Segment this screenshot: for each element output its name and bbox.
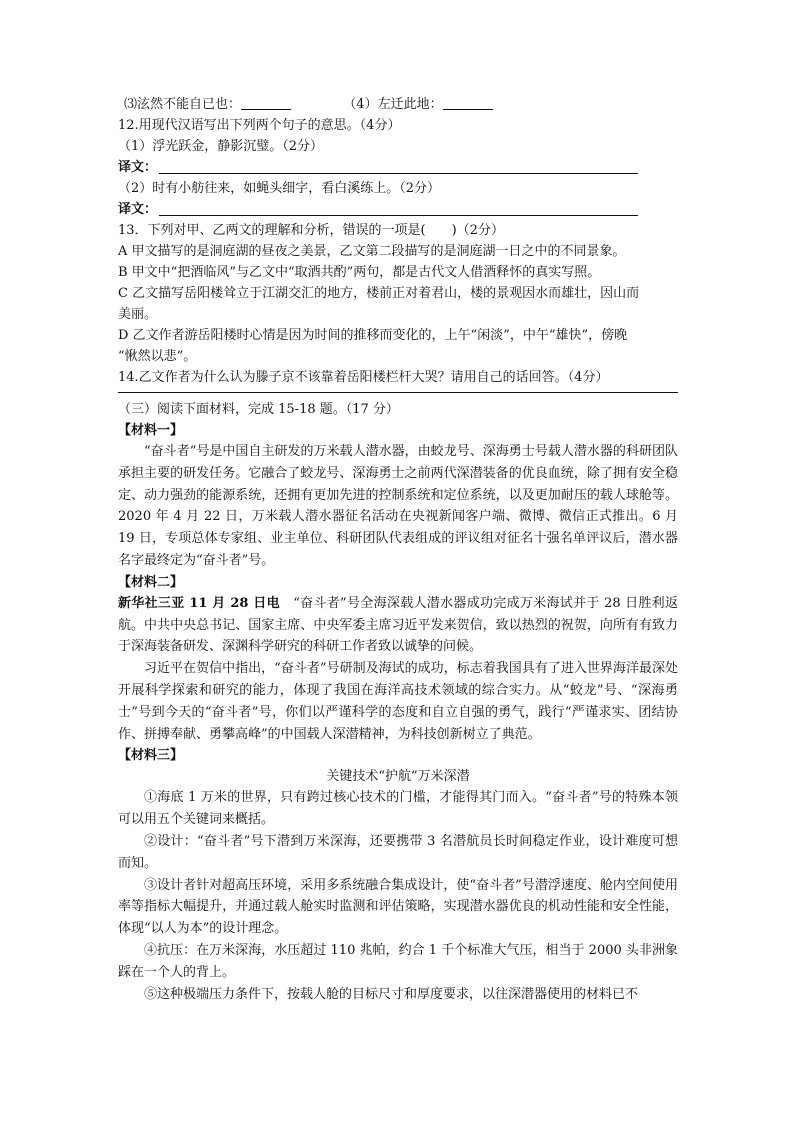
- q11-item3-blank[interactable]: [241, 96, 291, 110]
- material2-text-1: “奋斗者”号全海深载人潜水器成功完成万米海试并于 28 日胜利返航。中共中央总书记、国家主席、中央军委主席习近平发来贺信，致以热烈的祝贺，向所有有致力于深海装备研发、深渊科学研究的科研工作者致以诚挚的问候。: [118, 595, 678, 655]
- material2-dateline: 新华社三亚 11 月 28 日电: [118, 595, 280, 611]
- material3-title: 关键技术“护航”万米深潜: [326, 769, 470, 785]
- q13-title: 13．下列对甲、乙两文的理解和分析，错误的一项是( )（2分）: [118, 223, 504, 238]
- q13-option-d-cont: “愀然以悲”。: [118, 349, 197, 364]
- q13-option-c-cont: 美丽。: [118, 307, 158, 322]
- q14-answer-line[interactable]: [118, 388, 678, 393]
- q12-translation-label-2: 译文：: [118, 202, 158, 217]
- material2-paragraph-2: 习近平在贺信中指出，“奋斗者”号研制及海试的成功，标志着我国具有了进入世界海洋最深处开展科学探索和研究的能力，体现了我国在海洋高技术领域的综合实力。从“蛟龙”号、“深海勇士”号到今天的“奋斗者”号，你们以严谨科学的态度和自立自强的勇气，践行“严谨求实、团结协作、拼搏奉献、勇攀高峰”的中国载人深潜精神，为科技创新树立了典范。: [118, 661, 678, 742]
- material3-paragraph-1: ①海底 1 万米的世界，只有跨过核心技术的门槛，才能得其门而入。“奋斗者”号的特殊本领可以用五个关键词来概括。: [118, 790, 678, 828]
- material3-paragraph-2: ②设计：“奋斗者”号下潜到万米深海，还要携带 3 名潜航员长时间稳定作业，设计难度可想而知。: [118, 833, 678, 871]
- q11-item4-blank[interactable]: [443, 96, 493, 110]
- q12-sentence-1: （1）浮光跃金，静影沉璧。（2分）: [118, 139, 324, 154]
- q11-item4-label: （4）左迁此地：: [343, 97, 443, 112]
- material3-label: 【材料三】: [118, 748, 184, 764]
- q13-option-a: A 甲文描写的是洞庭湖的昼夜之美景，乙文第二段描写的是洞庭湖一日之中的不同景象。: [118, 244, 626, 259]
- section3-title: （三）阅读下面材料，完成 15-18 题。（17 分）: [118, 402, 399, 417]
- exam-page: [118, 94, 678, 1005]
- q13-option-b: B 甲文中“把酒临风”与乙文中“取酒共酌”两句，都是古代文人借酒释怀的真实写照。: [118, 265, 601, 280]
- q12-sentence-2: （2）时有小舫往来，如蝇头细字，看白溪练上。（2分）: [118, 181, 441, 196]
- q13-option-d: D 乙文作者游岳阳楼时心情是因为时间的推移而变化的，上午“闲淡”，中午“雄快”，傍晚: [118, 328, 628, 343]
- material3-paragraph-4: ④抗压：在万米深海，水压超过 110 兆帕，约合 1 千个标准大气压，相当于 2000 头非洲象踩在一个人的背上。: [118, 942, 678, 980]
- material2-label: 【材料二】: [118, 574, 184, 590]
- material1-label: 【材料一】: [118, 423, 184, 438]
- q12-translation-label-1: 译文：: [118, 160, 158, 175]
- q12-answer-line-2[interactable]: [159, 215, 638, 216]
- q11-row: [118, 94, 678, 115]
- q12-answer-1: [118, 157, 678, 178]
- q11-item3-label: ⑶泫然不能自已也：: [124, 97, 242, 112]
- material3-paragraph-5: ⑤这种极端压力条件下，按载人舱的目标尺寸和厚度要求，以往深潜器使用的材料已不: [144, 986, 639, 1002]
- q13-option-c: C 乙文描写岳阳楼耸立于江湖交汇的地方，楼前正对着君山，楼的景观因水而雄壮，因山而: [118, 286, 640, 301]
- q12-answer-line-1[interactable]: [159, 173, 638, 174]
- q12-title: 12.用现代汉语写出下列两个句子的意思。（4分）: [118, 118, 401, 133]
- q12-answer-2: [118, 199, 678, 220]
- q14-title: 14.乙文作者为什么认为滕子京不该靠着岳阳楼栏杆大哭？请用自己的话回答。（4分）: [118, 370, 609, 385]
- material2-paragraph-1: [118, 593, 678, 658]
- material3-paragraph-3: ③设计者针对超高压环境，采用多系统融合集成设计，使“奋斗者”号潜浮速度、舱内空间使用率等指标大幅提升，并通过载人舱实时监测和评估策略，实现潜水器优良的机动性能和安全性能，体现“以人为本”的设计理念。: [118, 877, 678, 937]
- material1-paragraph: “奋斗者”号是中国自主研发的万米载人潜水器，由蛟龙号、深海勇士号载人潜水器的科研团队承担主要的研发任务。它融合了蛟龙号、深海勇士之前两代深潜装备的优良血统，除了拥有安全稳定、动力强劲的能源系统，还拥有更加先进的控制系统和定位系统，以及更加耐压的载人球舱等。2020 年 4 月 22 日，万米载人潜水器征名活动在央视新闻客户端、微博、微信正式推出。6 月 19 日，专项总体专家组、业主单位、科研团队代表组成的评议组对征名十强名单评议后，潜水器名字最终定为“奋斗者”号。: [118, 444, 678, 568]
